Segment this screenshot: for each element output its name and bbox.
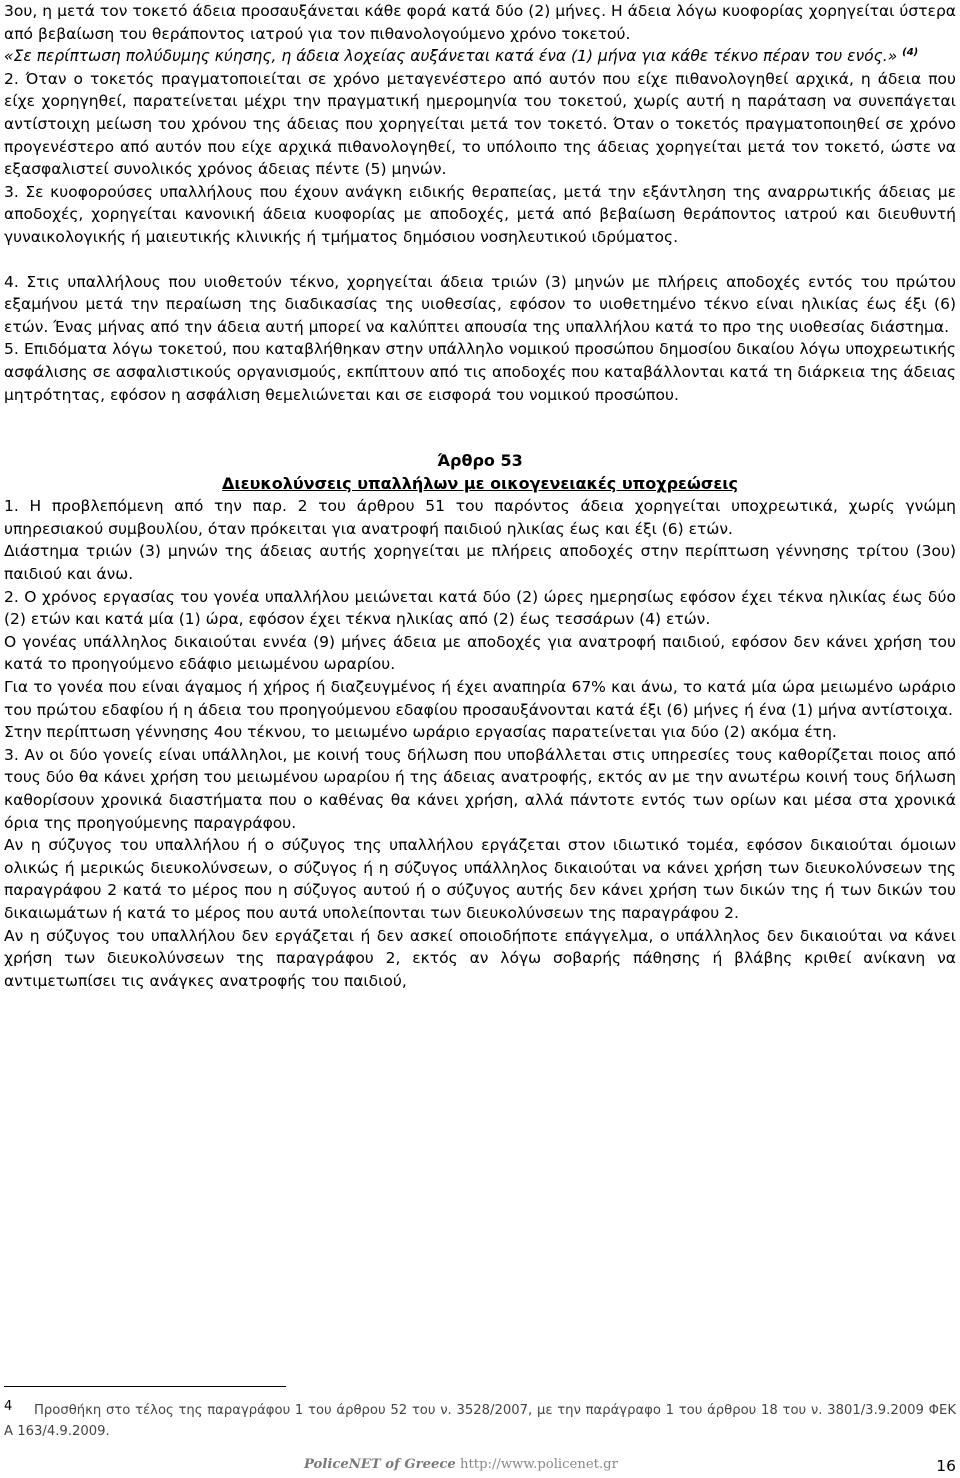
spacer [4, 406, 956, 450]
article-paragraph-3b: Αν η σύζυγος του υπαλλήλου ή ο σύζυγος της υπαλλήλου εργάζεται στον ιδιωτικό τομέα, εφόσον δικαιούται όμοιων ολικώς ή μερικώς διευκολύνσεων, ο σύζυγος ή η σύζυγος υπάλληλος δικαιούται να κάνει χρήση των διευκολύνσεων της παραγράφου 2 κατά το μέρος που η σύζυγος αυτού ή ο σύζυγος αυτής δεν κάνει χρήση των δικών της ή των δικών του δικαιωμάτων ή κατά το μέρος που αυτά υπολείπονται των διευκολύνσεων της παραγράφου 2. [4, 836, 956, 922]
article-paragraph-2: 2. Ο χρόνος εργασίας του γονέα υπαλλήλου μειώνεται κατά δύο (2) ώρες ημερησίως εφόσον έχει τέκνα ηλικίας έως δύο (2) ετών και κατά μία (1) ώρα, εφόσον έχει τέκνα ηλικίας από (2) έως τεσσάρων (4) ετών. [4, 587, 956, 629]
spacer [4, 249, 956, 271]
article-paragraph-1b: Διάστημα τριών (3) μηνών της άδειας αυτής χορηγείται με πλήρεις αποδοχές στην περίπτωση γέννησης τρίτου (3ου) παιδιού και άνω. [4, 542, 956, 584]
page-footer [304, 1454, 618, 1477]
quoted-amendment-text: «Σε περίπτωση πολύδυμης κύησης, η άδεια λοχείας αυξάνεται κατά ένα (1) μήνα για κάθε τέκνο πέραν του ενός.» [4, 47, 898, 66]
footnote-text: Προσθήκη στο τέλος της παραγράφου 1 του άρθρου 52 του ν. 3528/2007, με την παράγραφο 1 του άρθρου 18 του ν. 3801/3.9.2009 ΦΕΚ Α 163/4.9.2009. [4, 1403, 956, 1439]
footer-url[interactable]: http://www.policenet.gr [459, 1457, 618, 1472]
article-paragraph-2c: Για το γονέα που είναι άγαμος ή χήρος ή διαζευγμένος ή έχει αναπηρία 67% και άνω, το κατά μία ώρα μειωμένο ωράριο του πρώτου εδαφίου ή η άδεια του προηγούμενου εδαφίου προσαυξάνονται κατά έξι (6) μήνες ή ένα (1) μήνα αντίστοιχα. [4, 678, 956, 719]
paragraph-quoted-amendment [4, 45, 956, 68]
page-number: 16 [936, 1457, 956, 1475]
article-paragraph-1: 1. Η προβλεπόμενη από την παρ. 2 του άρθρου 51 του παρόντος άδεια χορηγείται υποχρεωτικά, χωρίς γνώμη υπηρεσιακού συμβουλίου, όταν πρόκειται για ανατροφή παιδιού ηλικίας έως και έξι (6) ετών. [4, 497, 956, 538]
paragraph-4: 4. Στις υπαλλήλους που υιοθετούν τέκνο, χορηγείται άδεια τριών (3) μηνών με πλήρεις αποδοχές εντός του πρώτου εξαμήνου μετά την περαίωση της διαδικασίας της υιοθεσίας, εφόσον το υιοθετημένο τέκνο είναι ηλικίας έως έξι (6) ετών. Ένας μήνας από την άδεια αυτή μπορεί να καλύπτει απουσία της υπαλλήλου κατά το προ της υιοθεσίας διάστημα. [4, 272, 956, 336]
article-paragraph-3c: Αν η σύζυγος του υπαλλήλου δεν εργάζεται ή δεν ασκεί οποιοδήποτε επάγγελμα, ο υπάλληλος δεν δικαιούται να κάνει χρήση των διευκολύνσεων της παραγράφου 2, εκτός αν λόγω σοβαρής πάθησης ή βλάβης κριθεί ανίκανη να αντιμετωπίσει τις ανάγκες ανατροφής του παιδιού, [4, 926, 956, 990]
footnote [4, 1400, 956, 1442]
article-subtitle: Διευκολύνσεις υπαλλήλων με οικογενειακές υποχρεώσεις [222, 473, 738, 493]
paragraph-2: 2. Όταν ο τοκετός πραγματοποιείται σε χρόνο μεταγενέστερο από αυτόν που είχε πιθανολογηθεί αρχικά, η άδεια που είχε χορηγηθεί, παρατείνεται μέχρι την πραγματική ημερομηνία του τοκετού, χωρίς αυτή η παράταση να συνεπάγεται αντίστοιχη μείωση του χρόνου της άδειας που χορηγείται μετά τον τοκετό. Όταν ο τοκετός πραγματοποιηθεί σε χρόνο προγενέστερο από αυτόν που είχε αρχικά πιθανολογηθεί, το υπόλοιπο της άδειας χορηγείται μετά τον τοκετό, ώστε να εξασφαλιστεί συνολικός χρόνος άδειας πέντε (5) μηνών. [4, 69, 956, 179]
article-paragraph-2d: Στην περίπτωση γέννησης 4ου τέκνου, το μειωμένο ωράριο εργασίας παρατείνεται για δύο (2) ακόμα έτη. [4, 723, 837, 742]
paragraph-3: 3. Σε κυοφορούσες υπαλλήλους που έχουν ανάγκη ειδικής θεραπείας, μετά την εξάντληση της αναρρωτικής άδειας με αποδοχές, χορηγείται κανονική άδεια κυοφορίας με αποδοχές, μετά από βεβαίωση θεράποντος ιατρού και διευθυντή γυναικολογικής ή μαιευτικής κλινικής ή τμήματος δημόσιου νοσηλευτικού ιδρύματος. [4, 182, 956, 246]
paragraph-continuation: 3ου, η μετά τον τοκετό άδεια προσαυξάνεται κάθε φορά κατά δύο (2) μήνες. Η άδεια λόγω κυοφορίας χορηγείται ύστερα από βεβαίωση του θεράποντος ιατρού για τον πιθανολογούμενο χρόνο τοκετού. [4, 2, 956, 43]
article-paragraph-3: 3. Αν οι δύο γονείς είναι υπάλληλοι, με κοινή τους δήλωση που υποβάλλεται στις υπηρεσίες τους καθορίζεται ποιος από τους δύο θα κάνει χρήση του μειωμένου ωραρίου ή της άδειας ανατροφής, εκτός αν με την ανωτέρω κοινή τους δήλωση καθορίσουν χρονικά διαστήματα που ο καθένας θα κάνει χρήση, αλλά πάντοτε εντός των ορίων και μέσα στα χρονικά όρια της προηγούμενης παραγράφου. [4, 745, 956, 832]
article-title: Άρθρο 53 [437, 451, 523, 471]
footnote-reference[interactable]: (4) [902, 47, 919, 59]
footnote-divider [4, 1386, 286, 1387]
document-page [4, 0, 956, 1478]
paragraph-5: 5. Επιδόματα λόγω τοκετού, που καταβλήθηκαν στην υπάλληλο νομικού προσώπου δημοσίου δικαίου λόγω υποχρεωτικής ασφάλισης σε ασφαλιστικούς οργανισμούς, εκπίπτουν από τις αποδοχές που καταβάλλονται κατά τη διάρκεια της άδειας μητρότητας, εφόσον η ασφάλιση θεμελιώνεται και σε εισφορά του νομικού προσώπου. [4, 340, 956, 404]
article-paragraph-2b: Ο γονέας υπάλληλος δικαιούται εννέα (9) μήνες άδεια με αποδοχές για ανατροφή παιδιού, εφόσον δεν κάνει χρήση του κατά το προηγούμενο εδάφιο μειωμένου ωραρίου. [4, 632, 956, 674]
footer-brand: PoliceNET of Greece [304, 1457, 456, 1472]
footnote-number: 4 [4, 1399, 13, 1414]
